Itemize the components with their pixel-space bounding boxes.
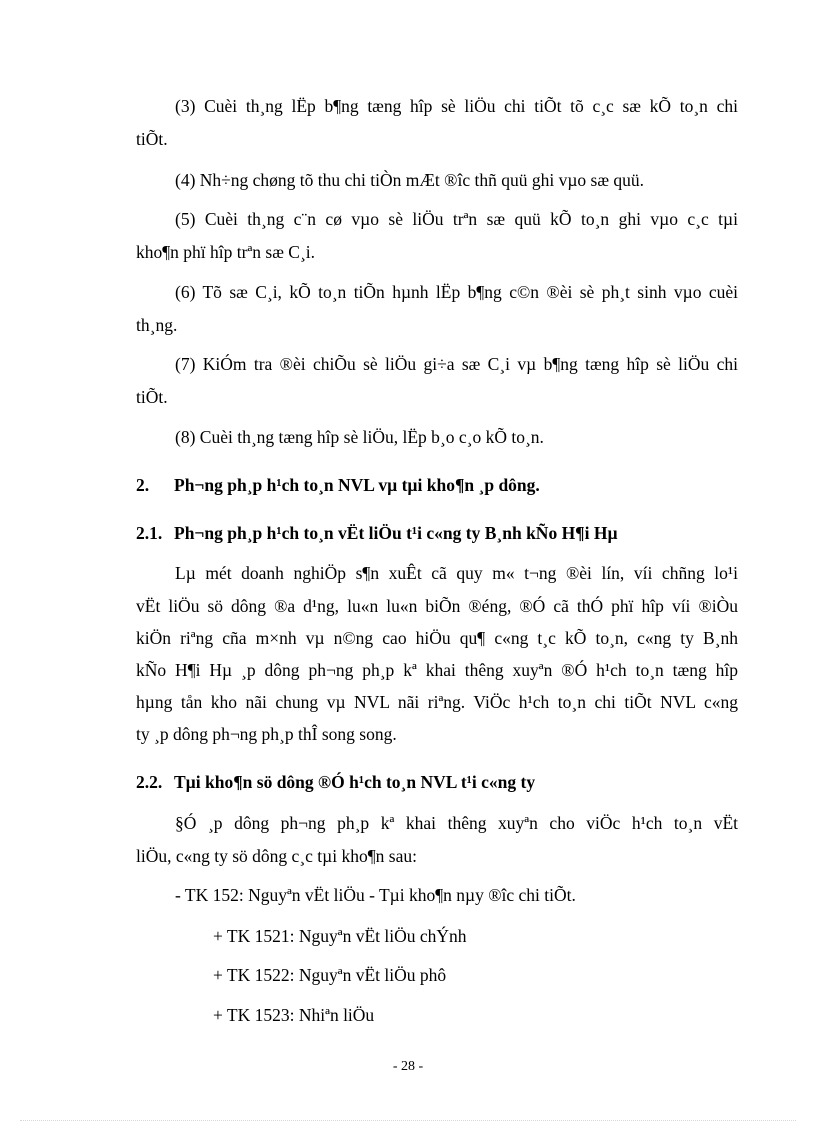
section-heading-2-1 [136,522,738,544]
item-7-line-1: (7) KiÓm tra ®èi chiÕu sè liÖu gi÷a sæ C¸i vµ b¶ng tæng hîp sè liÖu chi [175,354,738,374]
section-heading-2-text: Ph¬ng ph¸p h¹ch to¸n NVL vµ tµi kho¶n ¸p dông. [174,475,540,495]
item-3-line-2: tiÕt. [136,129,168,149]
account-list-item-tk1522: + TK 1522: Nguyªn vËt liÖu phô [213,965,447,985]
paragraph-1-line-2: vËt liÖu sö dông ®a d¹ng, lu«n lu«n biÕn ®éng, ®Ó cã thÓ phï hîp víi ®iÒu [136,596,738,616]
paragraph-1-line-5: hµng tån kho nãi chung vµ NVL nãi riªng. ViÖc h¹ch to¸n chi tiÕt NVL c«ng [136,692,738,712]
section-heading-2-2 [136,771,738,793]
page-number: - 28 - [392,1059,424,1074]
paragraph-2-line-1: §Ó ¸p dông ph¬ng ph¸p kª khai thêng xuyªn cho viÖc h¹ch to¸n vËt [175,813,738,833]
section-heading-2-1-number: 2.1. [136,523,163,543]
section-heading-2-number: 2. [136,475,150,495]
item-5-line-1: (5) Cuèi th¸ng c¨n cø vµo sè liÖu trªn sæ quü kÕ to¸n ghi vµo c¸c tµi [175,209,738,229]
paragraph-2-line-2: liÖu, c«ng ty sö dông c¸c tµi kho¶n sau: [136,846,417,866]
paragraph-1-line-1: Lµ mét doanh nghiÖp s¶n xuÊt cã quy m« t¬ng ®èi lín, víi chñng lo¹i [175,563,738,583]
account-list-item-tk1521: + TK 1521: Nguyªn vËt liÖu chÝnh [213,926,467,946]
item-6-line-1: (6) Tõ sæ C¸i, kÕ to¸n tiÕn hµnh lËp b¶ng c©n ®èi sè ph¸t sinh vµo cuèi [175,282,738,302]
item-4-line-1: (4) Nh÷ng chøng tõ thu chi tiÒn mÆt ®îc thñ quü ghi vµo sæ quü. [175,170,645,190]
paragraph-1-line-6: ty ¸p dông ph¬ng ph¸p thÎ song song. [136,724,397,744]
item-5-line-2: kho¶n phï hîp trªn sæ C¸i. [136,242,316,262]
section-heading-2-2-number: 2.2. [136,772,163,792]
paragraph-1-line-3: kiÖn riªng cña m×nh vµ n©ng cao hiÖu qu¶ c«ng t¸c kÕ to¸n, c«ng ty B¸nh [136,628,738,648]
item-8-line-1: (8) Cuèi th¸ng tæng hîp sè liÖu, lËp b¸o c¸o kÕ to¸n. [175,427,544,447]
item-3-line-1: (3) Cuèi th¸ng lËp b¶ng tæng hîp sè liÖu chi tiÕt tõ c¸c sæ kÕ to¸n chi [175,96,738,116]
section-heading-2-2-text: Tµi kho¶n sö dông ®Ó h¹ch to¸n NVL t¹i c«ng ty [174,772,536,792]
page-bottom-divider [20,1120,796,1121]
section-heading-2-1-text: Ph¬ng ph¸p h¹ch to¸n vËt liÖu t¹i c«ng ty B¸nh kÑo H¶i Hµ [174,523,618,543]
item-6-line-2: th¸ng. [136,315,178,335]
paragraph-1-line-4: kÑo H¶i Hµ ¸p dông ph¬ng ph¸p kª khai thêng xuyªn ®Ó h¹ch to¸n tæng hîp [136,660,738,680]
account-list-item-tk152: - TK 152: Nguyªn vËt liÖu - Tµi kho¶n nµy ®îc chi tiÕt. [175,885,576,905]
item-7-line-2: tiÕt. [136,387,168,407]
account-list-item-tk1523: + TK 1523: Nhiªn liÖu [213,1005,375,1025]
section-heading-2 [136,474,738,496]
